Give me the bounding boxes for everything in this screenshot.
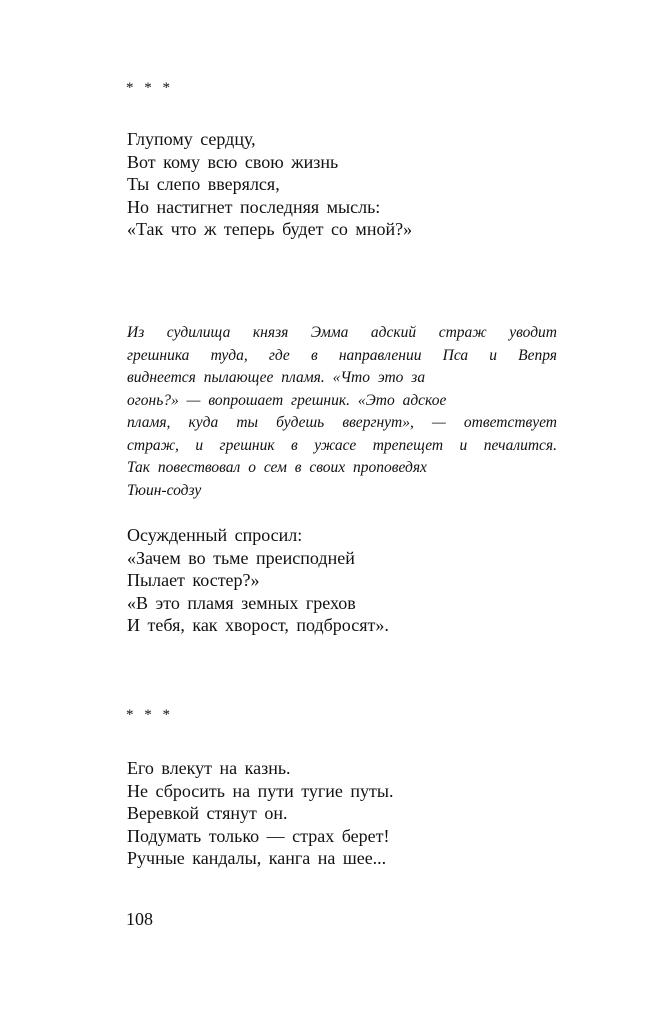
poem-line: Но настигнет последняя мысль: — [127, 196, 381, 217]
prose-line: пламя, куда ты будешь ввергнут», — ответствует — [127, 414, 557, 431]
prose-commentary — [127, 322, 557, 502]
poem-stanza-1 — [127, 128, 412, 241]
prose-line: грешника туда, где в направлении Пса и Вепря — [127, 346, 557, 364]
poem-line: «Зачем во тьме преисподней — [127, 547, 355, 568]
poem-line: И тебя, как хворост, подбросят». — [127, 615, 389, 635]
prose-line: огонь?» — вопрошает грешник. «Это адское — [127, 391, 447, 409]
prose-line: Так повествовал о сем в своих проповедях — [127, 459, 427, 476]
poem-line: Пылает костер?» — [127, 570, 260, 590]
poem-line: «В это пламя земных грехов — [127, 592, 356, 613]
prose-line: виднеется пылающее пламя. «Что это за — [127, 369, 426, 386]
poem-line: Подумать только — страх берет! — [127, 825, 390, 846]
poem-line: Веревкой стянут он. — [127, 803, 288, 823]
poem-line: Не сбросить на пути тугие путы. — [127, 780, 394, 801]
section-separator-1: * * * — [126, 80, 172, 96]
prose-line: Тюин-содзу — [127, 481, 202, 499]
page-number: 108 — [126, 909, 153, 929]
poem-line: Ты слепо вверялся, — [127, 174, 280, 194]
poem-line: Ручные кандалы, канга на шее... — [127, 848, 387, 868]
poem-line: Осужденный спросил: — [127, 525, 303, 545]
poem-line: «Так что ж теперь будет со мной?» — [127, 219, 413, 239]
poem-line: Глупому сердцу, — [127, 129, 256, 149]
poem-line: Его влекут на казнь. — [127, 758, 291, 778]
poem-stanza-3 — [127, 757, 393, 870]
prose-line: страж, и грешник в ужасе трепещет и печалится. — [127, 436, 557, 454]
poem-line: Вот кому всю свою жизнь — [127, 151, 339, 172]
section-separator-2: * * * — [126, 707, 172, 723]
poem-stanza-2 — [127, 524, 389, 637]
prose-line: Из судилища князя Эмма адский страж уводит — [127, 324, 557, 341]
